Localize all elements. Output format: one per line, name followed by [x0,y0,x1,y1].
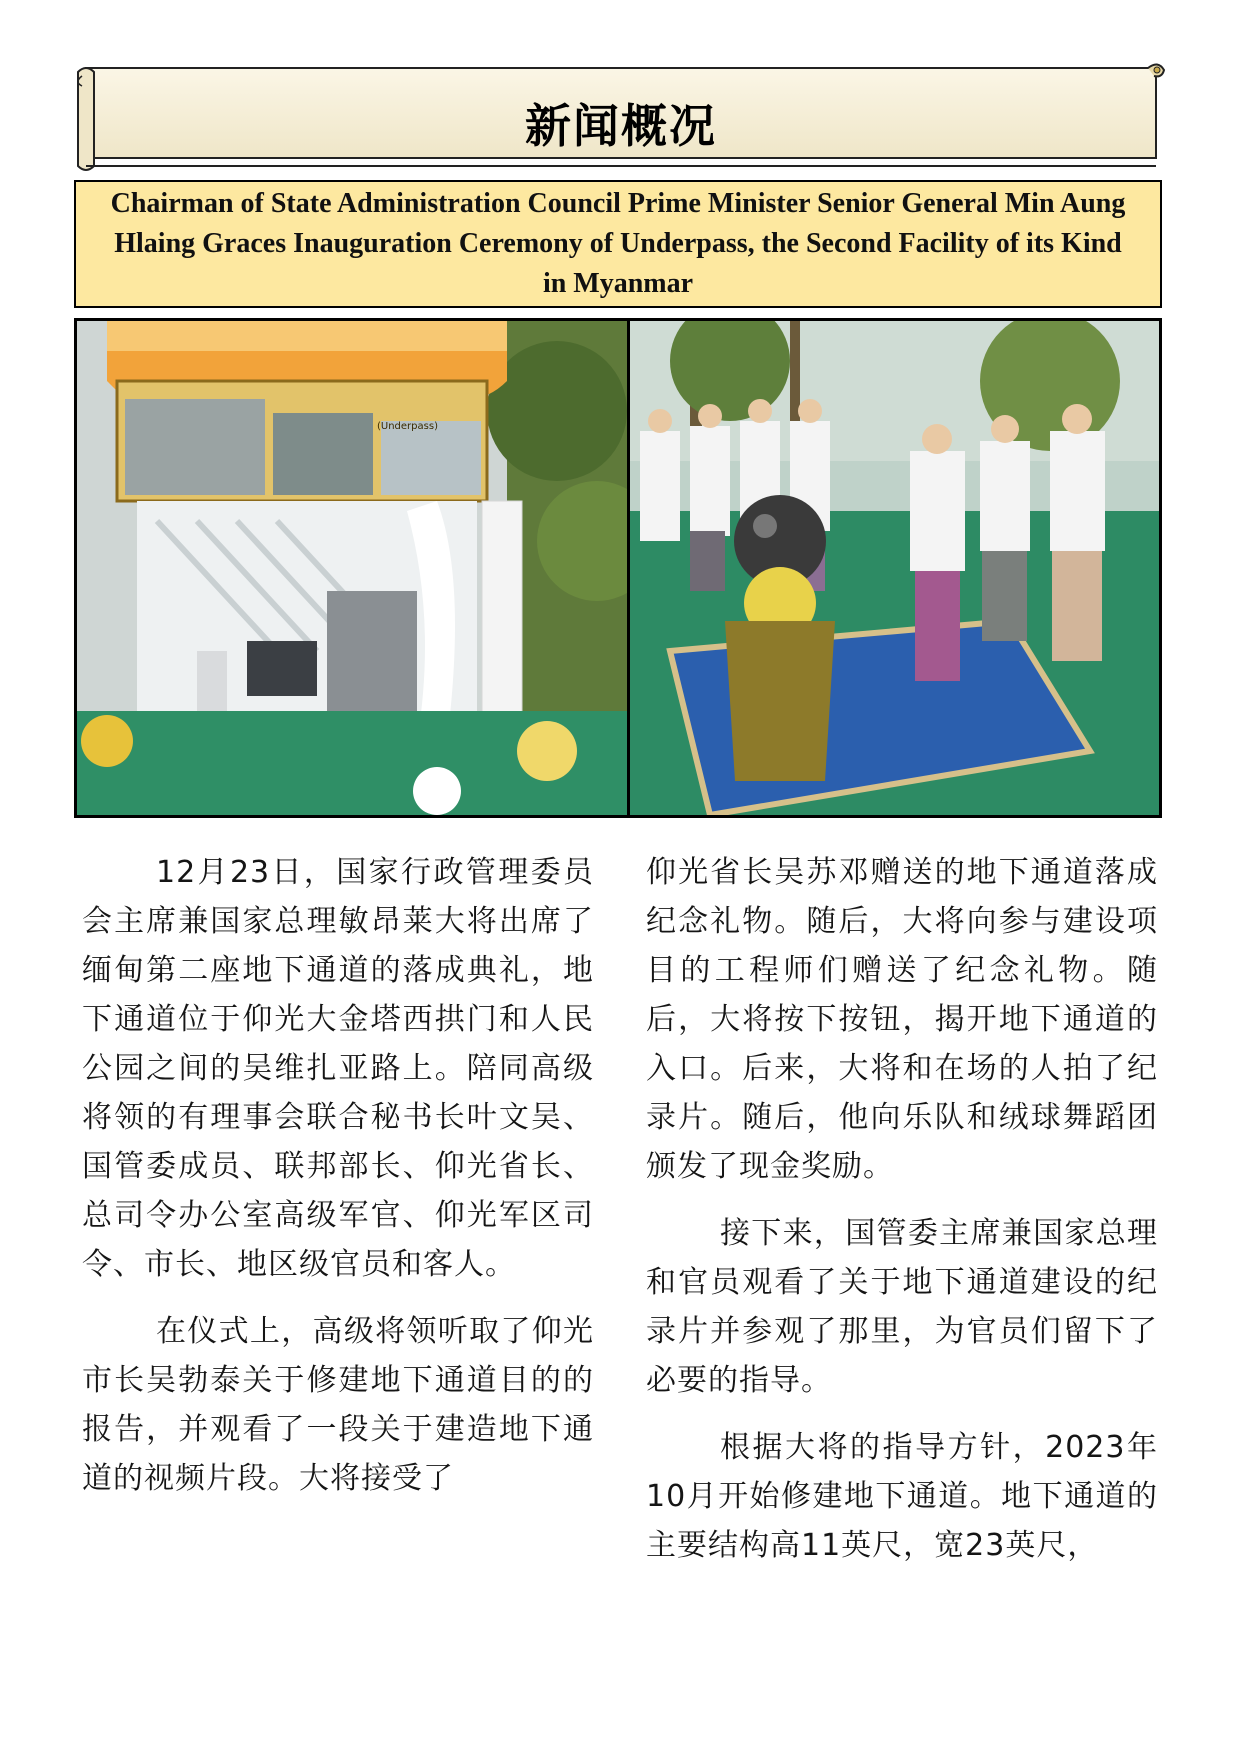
article-paragraph: 根据大将的指导方针，2023年10月开始修建地下通道。地下通道的主要结构高11英尺，宽23英尺， [646,1430,1158,1563]
article-paragraph: 12月23日，国家行政管理委员会主席兼国家总理敏昂莱大将出席了缅甸第二座地下通道的落成典礼，地下通道位于仰光大金塔西拱门和人民公园之间的吴维扎亚路上。陪同高级将领的有理事会联合秘书长叶文吴、国管委成员、联邦部长、仰光省长、总司令办公室高级军官、仰光军区司令、市长、地区级官员和客人。 [82,855,594,1282]
section-title: 新闻概况 [525,99,717,153]
article-column-right [646,848,1158,1588]
article-column-left [82,848,594,1588]
photo-panel [74,318,1162,818]
ceremony-photo [630,321,1159,815]
article-body [82,848,1158,1588]
article-paragraph: 在仪式上，高级将领听取了仰光市长吴勃泰关于修建地下通道目的的报告，并观看了一段关于建造地下通道的视频片段。大将接受了 [82,1314,594,1496]
headline-box [74,180,1162,308]
banner-caption: (Underpass) [377,421,438,432]
section-banner [76,62,1166,176]
headline: Chairman of State Administration Council Prime Minister Senior General Min Aung Hlaing Graces Inauguration Ceremony of Underpass, the Second Facility of its Kind in Myanmar [110,188,1126,299]
article-paragraph: 仰光省长吴苏邓赠送的地下通道落成纪念礼物。随后，大将向参与建设项目的工程师们赠送了纪念礼物。随后，大将按下按钮，揭开地下通道的入口。后来，大将和在场的人拍了纪录片。随后，他向乐队和绒球舞蹈团颁发了现金奖励。 [646,855,1158,1184]
underpass-entrance-photo [77,321,630,815]
article-paragraph: 接下来，国管委主席兼国家总理和官员观看了关于地下通道建设的纪录片并参观了那里，为官员们留下了必要的指导。 [646,1216,1158,1398]
